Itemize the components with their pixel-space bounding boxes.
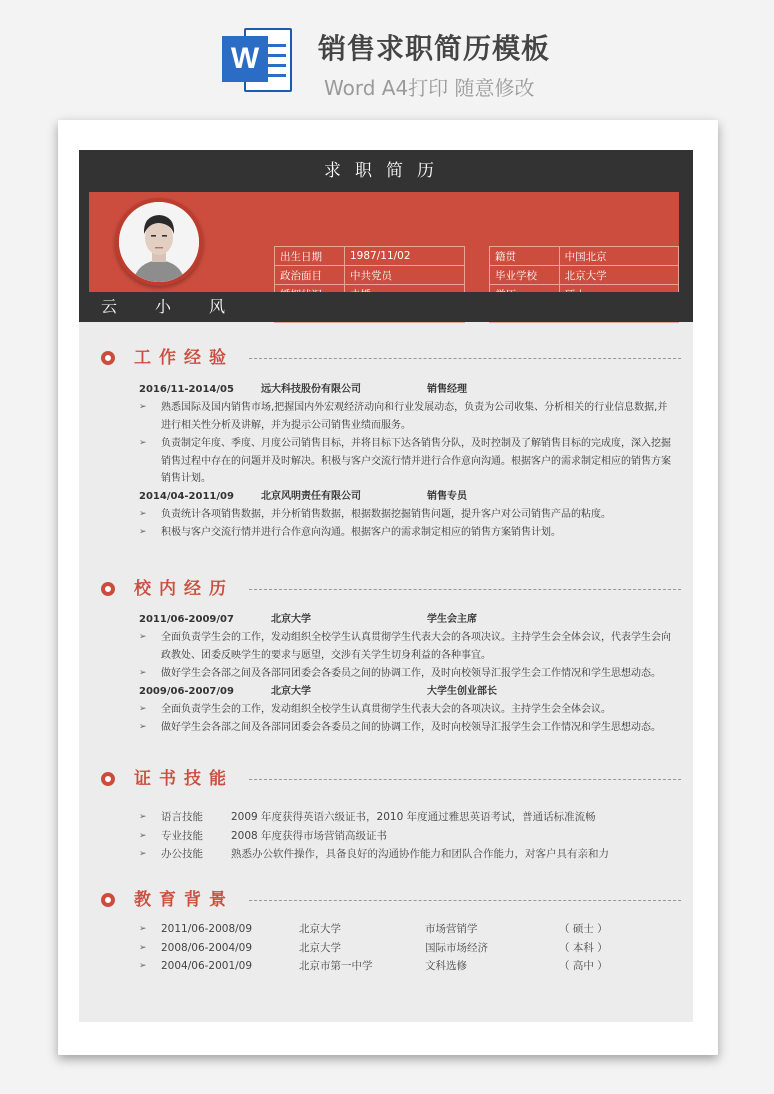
bullet-text: 积极与客户交流行情并进行合作意向沟通。根据客户的需求制定相应的销售方案销售计划。	[161, 527, 561, 538]
campus-period: 2011/06-2009/07	[139, 614, 234, 625]
resume-sheet	[79, 150, 693, 1022]
campus-role: 学生会主席	[427, 614, 477, 625]
job-role: 销售专员	[427, 491, 467, 502]
campus-org: 北京大学	[271, 614, 311, 625]
avatar	[115, 198, 203, 286]
arrow-bullet-icon: ➢	[139, 527, 147, 537]
section-title: 工作经验	[134, 348, 234, 368]
portrait-icon	[119, 202, 199, 282]
banner	[0, 0, 774, 110]
profile-key: 籍贯	[490, 247, 560, 266]
arrow-bullet-icon: ➢	[139, 668, 147, 678]
job-company: 远大科技股份有限公司	[261, 384, 361, 395]
skill-desc: 2008 年度获得市场营销高级证书	[231, 830, 388, 842]
ring-dot-icon	[101, 893, 115, 907]
edu-degree: （ 高中 ）	[559, 960, 608, 972]
bullet-text: 负责统计各项销售数据，并分析销售数据，根据数据挖掘销售问题，提升客户对公司销售产品的粘度。	[161, 509, 611, 520]
section-work-heading	[101, 346, 681, 370]
profile-value: 中国北京	[559, 247, 678, 266]
section-education-heading	[101, 888, 681, 912]
job-period: 2014/04-2011/09	[139, 491, 234, 502]
section-title: 校内经历	[134, 579, 234, 599]
list-item	[139, 920, 659, 938]
section-title: 证书技能	[134, 769, 234, 789]
job-company: 北京风明责任有限公司	[261, 491, 361, 502]
banner-title: 销售求职简历模板	[318, 32, 551, 65]
profile-value: 北京大学	[559, 266, 678, 285]
arrow-bullet-icon: ➢	[139, 722, 147, 732]
edu-school: 北京市第一中学	[299, 960, 373, 972]
dashed-divider	[249, 358, 681, 359]
campus-org: 北京大学	[271, 686, 311, 697]
dashed-divider	[249, 779, 681, 780]
arrow-bullet-icon: ➢	[139, 632, 147, 642]
edu-major: 市场营销学	[425, 923, 478, 935]
skill-desc: 2009 年度获得英语六级证书，2010 年度通过雅思英语考试，普通话标准流畅	[231, 811, 596, 823]
profile-value: 1987/11/02	[345, 247, 465, 266]
edu-degree: （ 本科 ）	[559, 942, 608, 954]
arrow-bullet-icon: ➢	[139, 943, 147, 953]
bullet-text: 全面负责学生会的工作，发动组织全校学生认真贯彻学生代表大会的各项决议。主持学生会全体会议，代表学生会向政教处、团委反映学生的要求与愿望，交涉有关学生切身利益的各种事宜。	[161, 632, 671, 661]
arrow-bullet-icon: ➢	[139, 849, 147, 859]
edu-period: 2008/06-2004/09	[161, 942, 253, 954]
skill-name: 语言技能	[161, 811, 203, 823]
word-app-icon	[222, 24, 294, 96]
section-title: 教育背景	[134, 890, 234, 910]
campus-role: 大学生创业部长	[427, 686, 497, 697]
job-role: 销售经理	[427, 384, 467, 395]
candidate-name: 云小风	[101, 297, 264, 316]
section-skills-heading	[101, 767, 681, 791]
dashed-divider	[249, 589, 681, 590]
job-period: 2016/11-2014/05	[139, 384, 234, 395]
resume-header-title: 求职简历	[79, 150, 693, 192]
edu-school: 北京大学	[299, 942, 341, 954]
ring-dot-icon	[101, 772, 115, 786]
ring-dot-icon	[101, 582, 115, 596]
arrow-bullet-icon: ➢	[139, 924, 147, 934]
arrow-bullet-icon: ➢	[139, 509, 147, 519]
arrow-bullet-icon: ➢	[139, 961, 147, 971]
edu-major: 文科选修	[425, 960, 467, 972]
bullet-text: 熟悉国际及国内销售市场,把握国内外宏观经济动向和行业发展动态，负责为公司收集、分析相关的行业信息数据,并进行相关性分析及讲解，并为提示公司销售业绩而服务。	[161, 402, 668, 431]
resume-paper	[58, 120, 718, 1055]
dashed-divider	[249, 900, 681, 901]
profile-value: 中共党员	[345, 266, 465, 285]
name-bar	[79, 292, 693, 322]
edu-period: 2011/06-2008/09	[161, 923, 253, 935]
bullet-text: 做好学生会各部之间及各部同团委会各委员之间的协调工作，及时向校领导汇报学生会工作情况和学生思想动态。	[161, 722, 661, 733]
skill-name: 办公技能	[161, 848, 203, 860]
bullet-text: 做好学生会各部之间及各部同团委会各委员之间的协调工作，及时向校领导汇报学生会工作情况和学生思想动态。	[161, 668, 661, 679]
edu-period: 2004/06-2001/09	[161, 960, 253, 972]
bullet-text: 负责制定年度、季度、月度公司销售目标，并将目标下达各销售分队，及时控制及了解销售目标的完成度，深入挖掘销售过程中存在的问题并及时解决。积极与客户交流行情并进行合作意向沟通。根据客户的需求制定相应的销售方案销售计划。	[161, 438, 671, 484]
list-item	[139, 808, 659, 826]
arrow-bullet-icon: ➢	[139, 704, 147, 714]
word-badge: W	[222, 36, 268, 82]
list-item	[139, 957, 659, 975]
campus-period: 2009/06-2007/09	[139, 686, 234, 697]
arrow-bullet-icon: ➢	[139, 831, 147, 841]
skill-name: 专业技能	[161, 830, 203, 842]
bullet-text: 全面负责学生会的工作，发动组织全校学生认真贯彻学生代表大会的各项决议。主持学生会全体会议。	[161, 704, 611, 715]
arrow-bullet-icon: ➢	[139, 812, 147, 822]
edu-school: 北京大学	[299, 923, 341, 935]
list-item	[139, 939, 659, 957]
profile-key: 毕业学校	[490, 266, 560, 285]
banner-subtitle: Word A4打印 随意修改	[324, 76, 535, 100]
section-campus-heading	[101, 577, 681, 601]
profile-key: 政治面目	[275, 266, 345, 285]
profile-key: 出生日期	[275, 247, 345, 266]
skill-desc: 熟悉办公软件操作，具备良好的沟通协作能力和团队合作能力，对客户具有亲和力	[231, 848, 609, 860]
list-item	[139, 827, 659, 845]
edu-degree: （ 硕士 ）	[559, 923, 608, 935]
arrow-bullet-icon: ➢	[139, 438, 147, 448]
list-item	[139, 845, 659, 863]
ring-dot-icon	[101, 351, 115, 365]
arrow-bullet-icon: ➢	[139, 402, 147, 412]
edu-major: 国际市场经济	[425, 942, 488, 954]
